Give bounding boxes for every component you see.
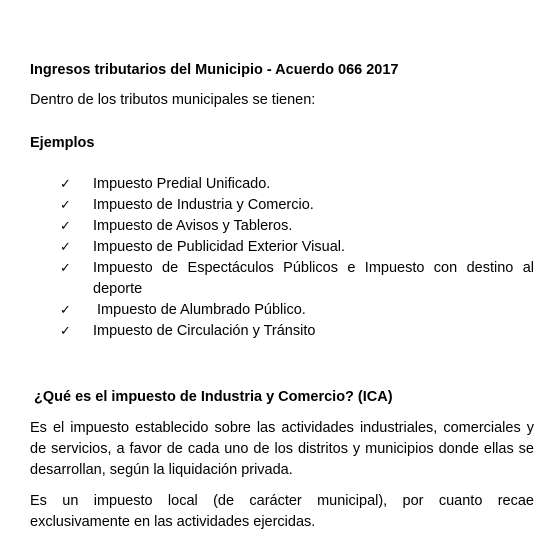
list-item	[60, 216, 534, 237]
examples-heading: Ejemplos	[30, 135, 95, 151]
list-item	[60, 174, 534, 195]
checkmark-icon: ✓	[60, 324, 71, 339]
checkmark-icon: ✓	[60, 261, 71, 276]
list-item	[60, 300, 534, 321]
document-title: Ingresos tributarios del Municipio - Acuerdo 066 2017	[30, 62, 399, 78]
list-item-text: Impuesto de Espectáculos Públicos e Impuesto con destino al	[93, 260, 534, 276]
list-item	[60, 258, 534, 300]
document-page	[30, 0, 534, 540]
list-item	[60, 195, 534, 216]
list-item-text: Impuesto de Publicidad Exterior Visual.	[93, 239, 346, 255]
checkmark-icon: ✓	[60, 198, 71, 213]
checkmark-icon: ✓	[60, 177, 71, 192]
tax-list	[60, 174, 534, 342]
ica-heading: ¿Qué es el impuesto de Industria y Comercio? (ICA)	[30, 389, 393, 405]
list-item-text-continuation: deporte	[93, 281, 143, 297]
list-item-text: Impuesto Predial Unificado.	[93, 176, 271, 192]
list-item	[60, 321, 534, 342]
list-item-text: Impuesto de Industria y Comercio.	[93, 197, 314, 213]
checkmark-icon: ✓	[60, 219, 71, 234]
ica-paragraph-1: Es el impuesto establecido sobre las actividades industriales, comerciales y de servicios, a favor de cada uno de los distritos y municipios donde ellas se desarrollan, según la liquidación privada.	[30, 420, 534, 478]
list-item-text: Impuesto de Avisos y Tableros.	[93, 218, 293, 234]
checkmark-icon: ✓	[60, 303, 71, 318]
list-item-text: Impuesto de Alumbrado Público.	[93, 302, 306, 318]
list-item-text: Impuesto de Circulación y Tránsito	[93, 323, 316, 339]
ica-paragraph-2: Es un impuesto local (de carácter municipal), por cuanto recae exclusivamente en las actividades ejercidas.	[30, 493, 534, 530]
list-item	[60, 237, 534, 258]
intro-text: Dentro de los tributos municipales se tienen:	[30, 92, 316, 108]
checkmark-icon: ✓	[60, 240, 71, 255]
